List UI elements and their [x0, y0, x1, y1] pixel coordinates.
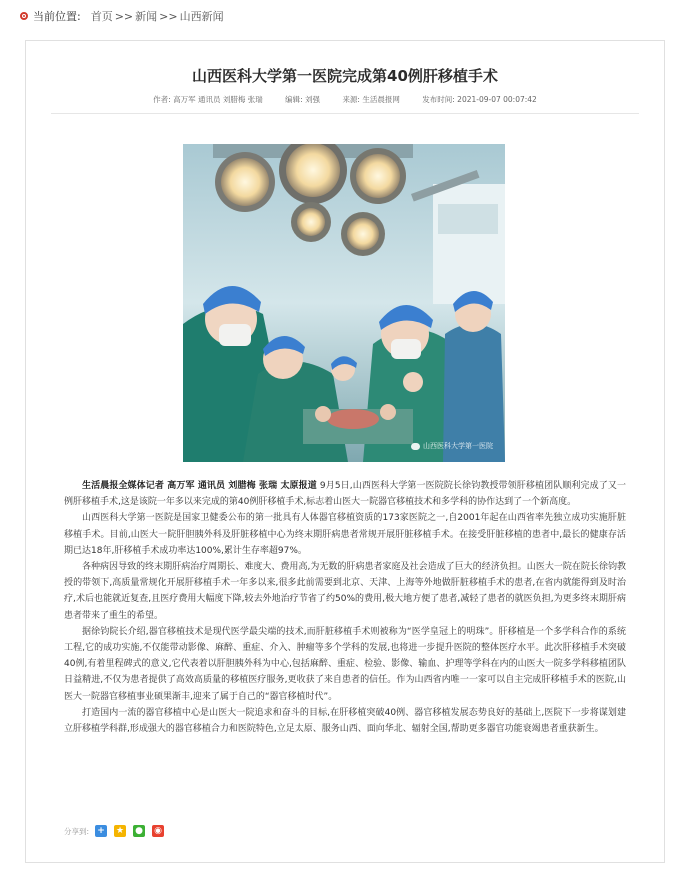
article-paragraph-2: 山西医科大学第一医院是国家卫健委公布的第一批具有人体器官移植资质的173家医院之一,自2001年起在山西省率先独立成功实施肝脏移植手术。目前,山医大一院肝胆胰外科及肝脏移植中心为终末期肝病患者常规开展肝脏移植手术。在接受肝脏移植的患者中,最长的健康存活期已达18年,肝移植手术成功率达100%,累计生存率超97%。: [64, 513, 626, 556]
meta-source-label: 来源:: [342, 95, 360, 104]
article-meta: [26, 94, 664, 105]
share-weibo-icon[interactable]: ◉: [152, 825, 164, 837]
share-wechat-icon[interactable]: ●: [133, 825, 145, 837]
meta-source: [342, 95, 399, 104]
meta-time: [422, 95, 537, 104]
meta-time-value: 2021-09-07 00:07:42: [457, 95, 537, 104]
breadcrumb-home-link[interactable]: 首页: [90, 10, 113, 23]
share-bar: [64, 825, 171, 837]
share-plus-icon[interactable]: +: [95, 825, 107, 837]
location-icon: [20, 12, 28, 20]
share-label: 分享到:: [64, 826, 90, 836]
article-title: 山西医科大学第一医院完成第40例肝移植手术: [192, 67, 498, 85]
meta-time-label: 发布时间:: [422, 95, 455, 104]
share-qzone-icon[interactable]: ★: [115, 826, 125, 836]
breadcrumb-shanxi-news-link[interactable]: 山西新闻: [179, 10, 224, 23]
article-paragraph-3: 各种病因导致的终末期肝病治疗周期长、难度大、费用高,为无数的肝病患者家庭及社会造成了巨大的经济负担。山医大一院在院长徐钧教授的带领下,高质量常规化开展肝移植手术一年多以来,很多此前需要到北京、天津、上海等外地做肝脏移植手术的患者,在省内就能得到及时治疗,术后也能就近复查,且医疗费用大幅度下降,较去外地治疗节省了约50%的费用,极大地方便了患者,减轻了患者的就医负担,为更多终末期肝病患者带来了重生的希望。: [64, 562, 626, 621]
meta-author: [153, 95, 263, 104]
breadcrumb: [20, 8, 224, 24]
article-card: [25, 40, 665, 863]
wechat-watermark-icon: [411, 443, 420, 450]
article-lead: 生活晨报全媒体记者 高万军 通讯员 刘腊梅 张瑞 太原报道: [82, 481, 317, 491]
breadcrumb-label: 当前位置:: [33, 10, 81, 23]
breadcrumb-news-link[interactable]: 新闻: [135, 10, 158, 23]
article-paragraph-5: 打造国内一流的器官移植中心是山医大一院追求和奋斗的目标,在肝移植突破40例、器官移植发展态势良好的基础上,医院下一步将谋划建立肝移植学科群,形成强大的器官移植合力和医院特色,立足太原、服务山西、面向华北、辐射全国,帮助更多器官功能衰竭患者重获新生。: [64, 707, 626, 735]
article-body: [64, 478, 626, 737]
meta-author-label: 作者:: [153, 95, 171, 104]
meta-editor-value: 刘强: [305, 95, 321, 104]
article-paragraph-1: [64, 478, 626, 510]
breadcrumb-separator: >>: [114, 9, 134, 23]
title-divider: [51, 113, 639, 114]
photo-watermark-text: 山西医科大学第一医院: [423, 442, 493, 450]
meta-source-value: 生活晨报网: [362, 95, 400, 104]
meta-editor: [285, 95, 320, 104]
breadcrumb-separator: >>: [159, 9, 178, 23]
surgery-illustration: [183, 144, 505, 462]
surgery-photo: [183, 144, 505, 462]
article-paragraph-1-text: 9月5日,山西医科大学第一医院院长徐钧教授带领肝移植团队顺利完成了又一例肝移植手术,这是该院一年多以来完成的第40例肝移植手术,标志着山医大一院器官移植技术和多学科的协作达到了一个新高度。: [64, 481, 626, 508]
photo-watermark: [411, 441, 493, 451]
meta-author-value: 高万军 通讯员 刘腊梅 张瑞: [173, 95, 263, 104]
article-paragraph-4: 据徐钧院长介绍,器官移植技术是现代医学最尖端的技术,而肝脏移植手术则被称为“医学皇冠上的明珠”。肝移植是一个多学科合作的系统工程,它的成功实施,不仅能带动影像、麻醉、重症、介入、肿瘤等多个学科的发展,也将进一步提升医院的整体医疗水平。此次肝移植手术突破40例,有着里程碑式的意义,它代表着以肝胆胰外科为中心,包括麻醉、重症、检验、影像、输血、护理等学科在内的山医大一院多学科移植团队日益精进,不仅为患者提供了高效高质量的移植医疗服务,更收获了来自患者的信任。作为山西省内唯一一家可以自主完成肝移植手术的医院,山医大一院器官移植事业硕果渐丰,迎来了属于自己的“器官移植时代”。: [64, 626, 626, 702]
meta-editor-label: 编辑:: [285, 95, 303, 104]
